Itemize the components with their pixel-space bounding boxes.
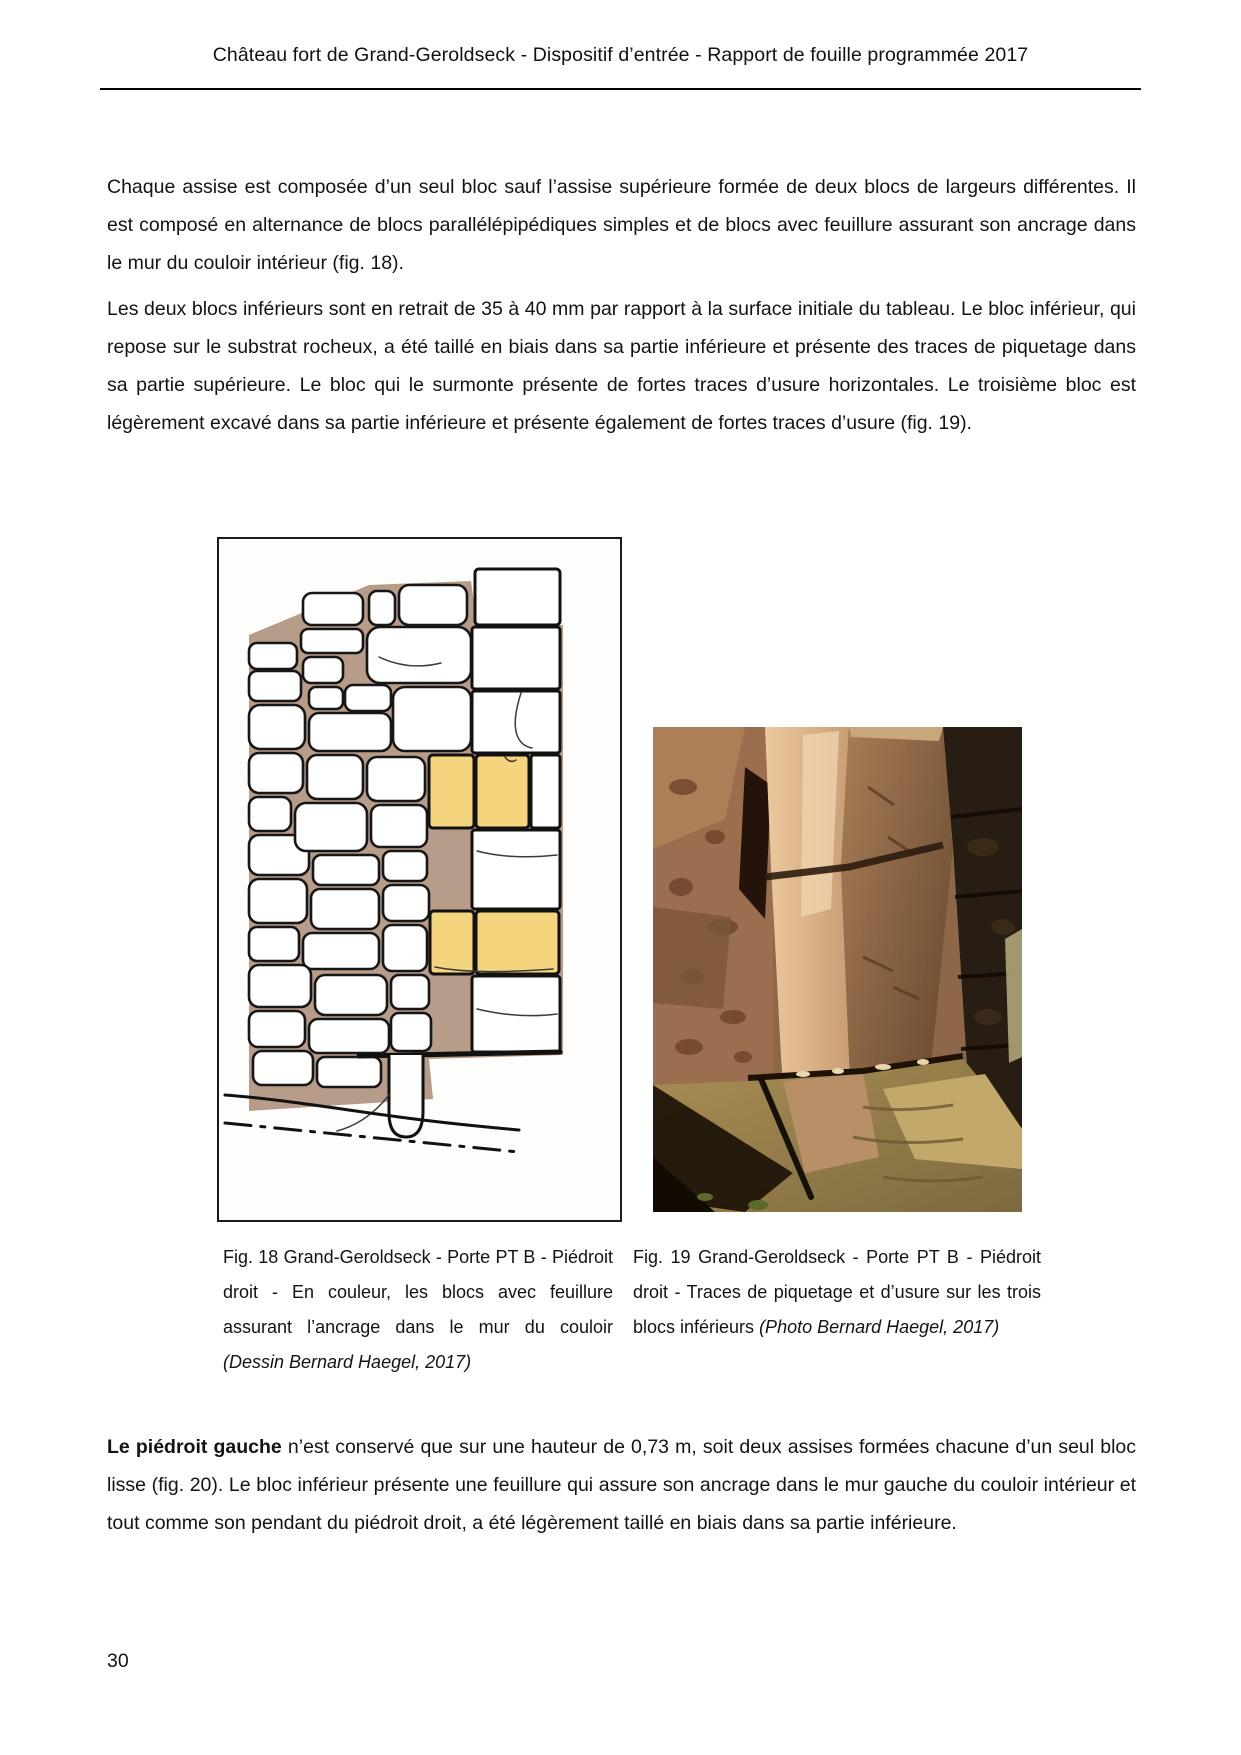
figure-18-caption-credit: (Dessin Bernard Haegel, 2017) [223,1352,472,1372]
fig19-stone-photo [653,727,1022,1212]
paragraph-2: Les deux blocs inférieurs sont en retrait de 35 à 40 mm par rapport à la surface initiale du tableau. Le bloc inférieur, qui repose sur le substrat rocheux, a été taillé en biais dans sa partie inférieure et présente des traces de piquetage dans sa partie supérieure. Le bloc qui le surmonte présente de fortes traces d’usure horizontales. Le troisième bloc est légèrement excavé dans sa partie inférieure et présente également de fortes traces d’usure (fig. 19). [107,297,1136,434]
page-number: 30 [107,1650,129,1672]
paragraph-3 [107,1428,1136,1542]
figure-19-caption-credit: (Photo Bernard Haegel, 2017) [759,1317,1000,1337]
page-header-title: Château fort de Grand-Geroldseck - Dispositif d’entrée - Rapport de fouille programmée 2017 [212,44,1029,66]
figure-18-caption [223,1240,613,1380]
figure-19-caption [633,1240,1041,1345]
figure-19-caption-text: Fig. 19 Grand-Geroldseck - Porte PT B - Piédroit droit - Traces de piquetage et d’usure sur les trois blocs inférieurs [633,1247,1041,1337]
paragraph-1: Chaque assise est composée d’un seul bloc sauf l’assise supérieure formée de deux blocs de largeurs différentes. Il est composé en alternance de blocs parallélépipédiques simples et de blocs avec feuillure assurant son ancrage dans le mur du couloir intérieur (fig. 18). [107,175,1136,274]
figure-18-caption-text: Fig. 18 Grand-Geroldseck - Porte PT B - Piédroit droit - En couleur, les blocs avec feuillure assurant l’ancrage dans le mur du couloir [223,1247,613,1337]
paragraph-3-rest: n’est conservé que sur une hauteur de 0,73 m, soit deux assises formées chacune d’un seul bloc lisse (fig. 20). Le bloc inférieur présente une feuillure qui assure son ancrage dans le mur gauche du couloir intérieur et tout comme son pendant du piédroit droit, a été légèrement taillé en biais dans sa partie inférieure. [107,1435,1137,1534]
figure-18-drawing-frame [217,537,622,1222]
fig18-masonry-drawing [219,539,620,1220]
paragraph-3-lead: Le piédroit gauche [107,1435,282,1458]
header-rule [100,88,1141,90]
